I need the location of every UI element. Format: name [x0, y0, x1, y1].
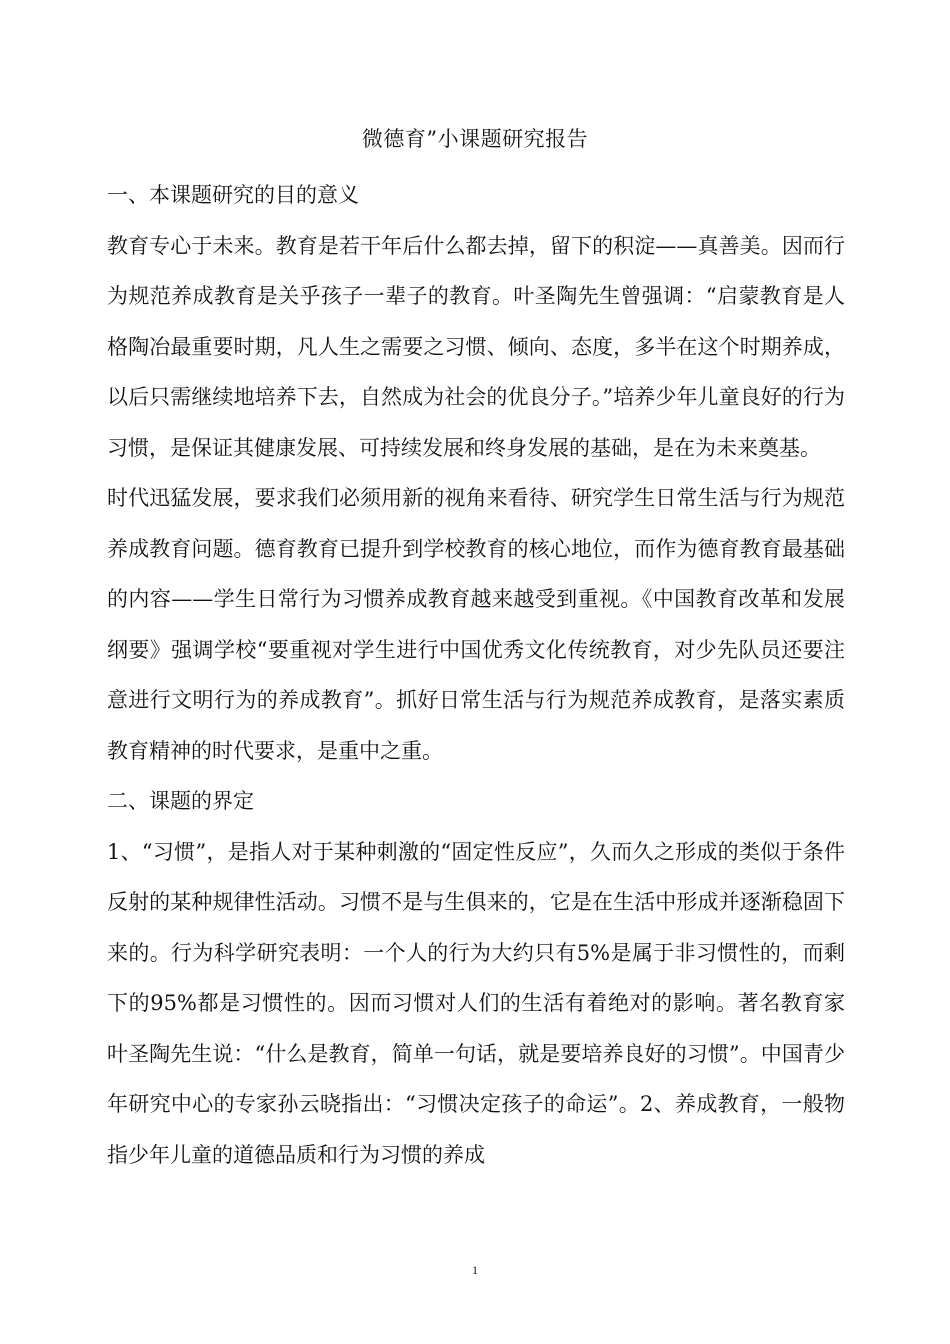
paragraph-education-future: 教育专心于未来。教育是若干年后什么都去掉，留下的积淀——真善美。因而行为规范养成教育是关乎孩子一辈子的教育。叶圣陶先生曾强调：“启蒙教育是人格陶冶最重要时期，凡人生之需要之习惯、倾向、态度，多半在这个时期养成，以后只需继续地培养下去，自然成为社会的优良分子。”培养少年儿童良好的行为习惯，是保证其健康发展、可持续发展和终身发展的基础，是在为未来奠基。 — [107, 233, 845, 460]
section-heading-purpose: 一、本课题研究的目的意义 — [107, 183, 359, 207]
paragraph-habit-definition: 1、“习惯”，是指人对于某种刺激的“固定性反应”，久而久之形成的类似于条件反射的某种规律性活动。习惯不是与生俱来的，它是在生活中形成并逐渐稳固下来的。行为科学研究表明：一个人的行为大约只有5%是属于非习惯性的，而剩下的95%都是习惯性的。因而习惯对人们的生活有着绝对的影响。著名教育家叶圣陶先生说：“什么是教育，简单一句话，就是要培养良好的习惯”。中国青少年研究中心的专家孙云晓指出：“习惯决定孩子的命运”。2、养成教育，一般物指少年儿童的道德品质和行为习惯的养成 — [107, 839, 845, 1167]
document-title: 微德育”小课题研究报告 — [361, 127, 589, 151]
section-heading-definition: 二、课题的界定 — [107, 789, 254, 813]
paragraph-era-development: 时代迅猛发展，要求我们必须用新的视角来看待、研究学生日常生活与行为规范养成教育问题。德育教育已提升到学校教育的核心地位，而作为德育教育最基础的内容——学生日常行为习惯养成教育越来越受到重视。《中国教育改革和发展纲要》强调学校“要重视对学生进行中国优秀文化传统教育，对少先队员还要注意进行文明行为的养成教育”。抓好日常生活与行为规范养成教育，是落实素质教育精神的时代要求，是重中之重。 — [107, 486, 845, 763]
page-number: 1 — [472, 1263, 478, 1277]
document-body — [107, 170, 845, 1180]
